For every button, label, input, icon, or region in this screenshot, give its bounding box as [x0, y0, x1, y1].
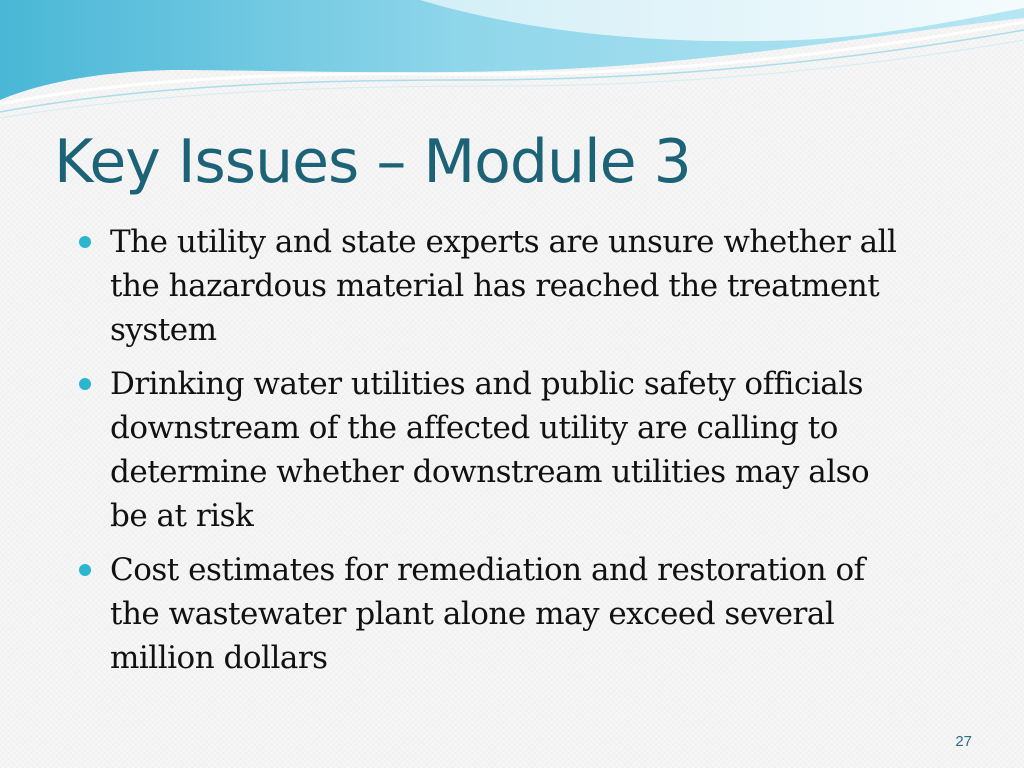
bullet-marker-icon — [79, 378, 91, 390]
slide-title: Key Issues – Module 3 — [54, 127, 691, 197]
bullet-item — [110, 548, 900, 680]
bullet-item — [110, 220, 900, 352]
bullet-marker-icon — [79, 564, 91, 576]
slide-number: 27 — [955, 733, 972, 750]
bullet-marker-icon — [79, 236, 91, 248]
header-wave-decoration — [0, 0, 1024, 120]
bullet-text: The utility and state experts are unsure whether all the hazardous material has reached the treatment system — [110, 224, 897, 348]
bullet-text: Drinking water utilities and public safety officials downstream of the affected utility are calling to determine whether downstream utilities may also be at risk — [110, 366, 870, 534]
bullet-text: Cost estimates for remediation and restoration of the wastewater plant alone may exceed several million dollars — [110, 552, 865, 676]
bullet-item — [110, 362, 900, 538]
bullet-list — [110, 220, 900, 690]
